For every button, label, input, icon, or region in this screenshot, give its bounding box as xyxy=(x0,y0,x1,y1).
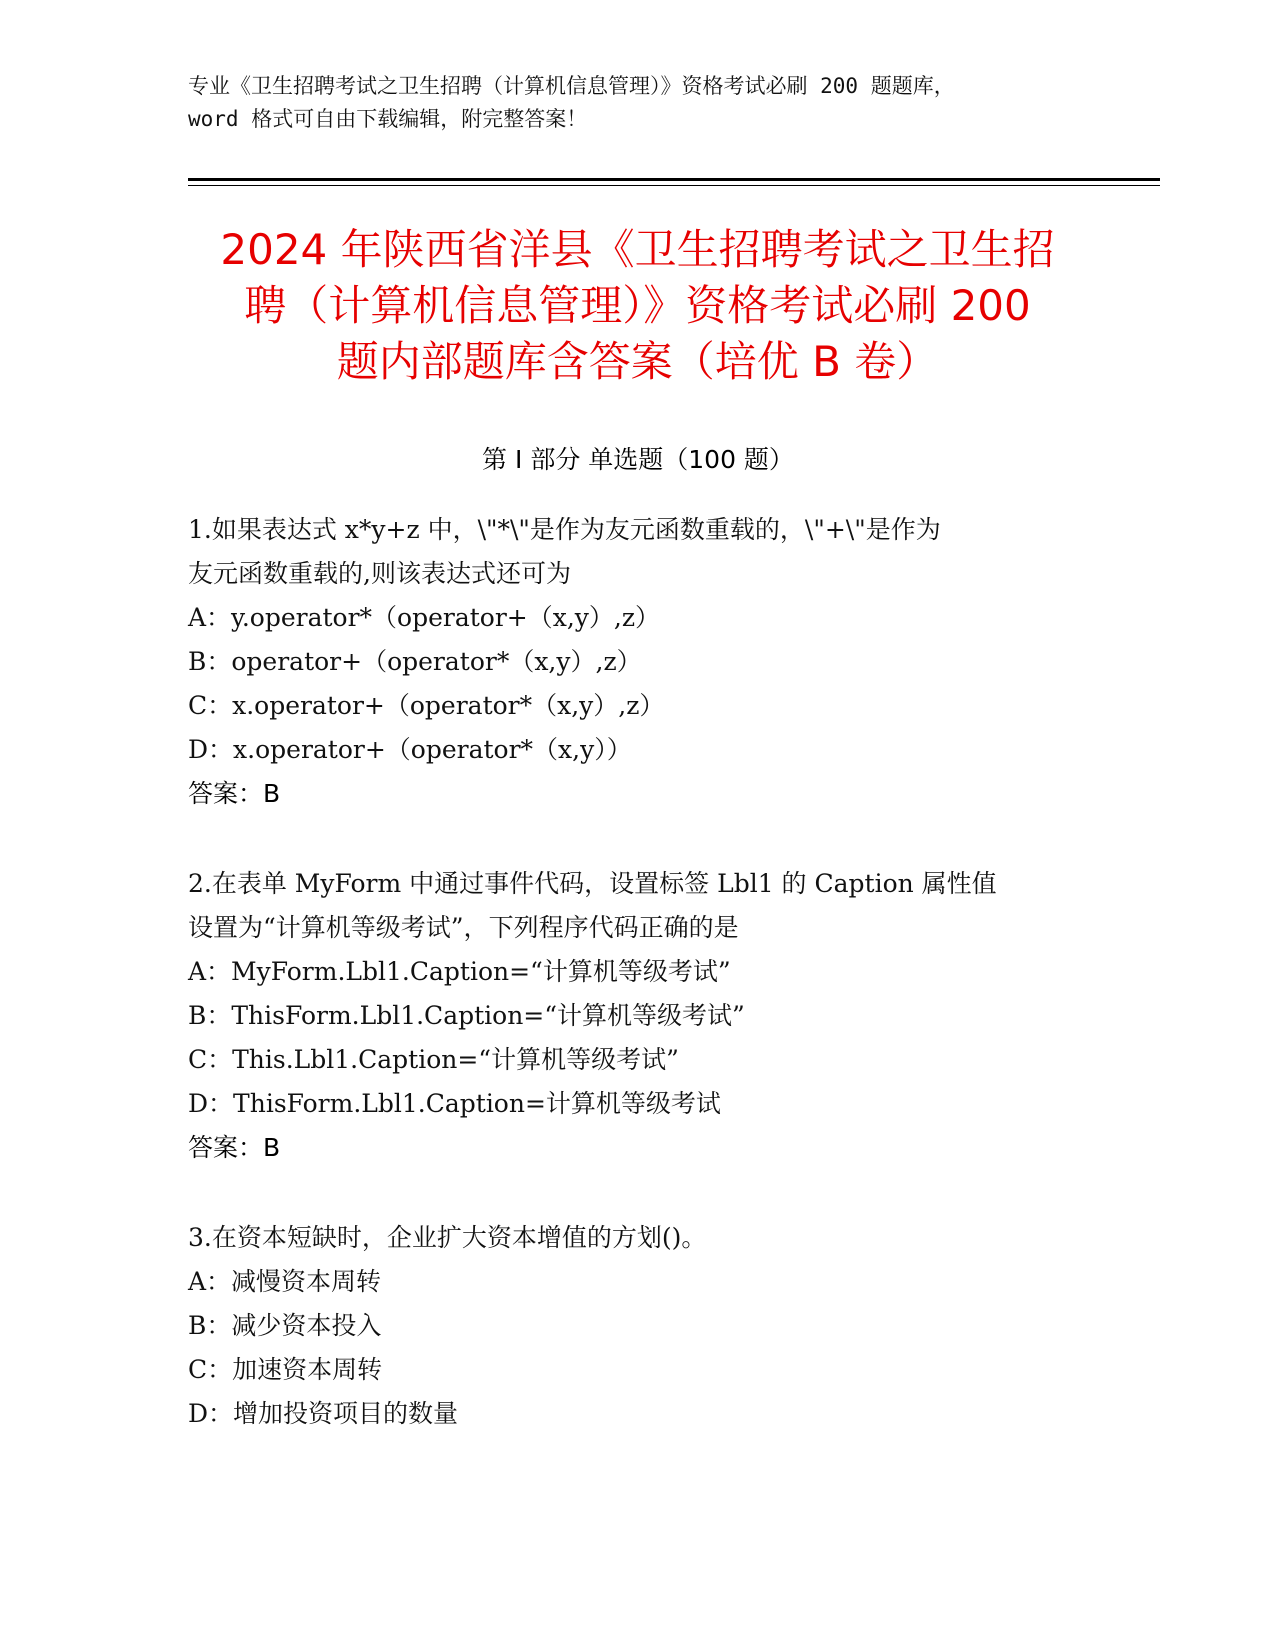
document-title-line-3: 题内部题库含答案（培优 B 卷） xyxy=(336,337,939,386)
section-title: 第 I 部分 单选题（100 题） xyxy=(482,445,794,474)
question-1-stem-line-1: 1.如果表达式 x*y+z 中，\"*\"是作为友元函数重载的，\"+\"是作为 xyxy=(188,515,941,544)
question-2-stem-line-2: 设置为“计算机等级考试”，下列程序代码正确的是 xyxy=(188,913,739,942)
document-title-line-1: 2024 年陕西省洋县《卫生招聘考试之卫生招 xyxy=(220,225,1055,274)
question-1-option-c: C：x.operator+（operator*（x,y）,z） xyxy=(188,691,665,720)
document-title-line-2: 聘（计算机信息管理）》资格考试必刷 200 xyxy=(244,281,1031,330)
question-2-option-b: B：ThisForm.Lbl1.Caption=“计算机等级考试” xyxy=(188,1001,745,1030)
question-3-option-b: B：减少资本投入 xyxy=(188,1311,382,1340)
question-2-answer: 答案：B xyxy=(188,1133,281,1162)
question-2-option-c: C：This.Lbl1.Caption=“计算机等级考试” xyxy=(188,1045,679,1074)
question-3-option-d: D：增加投资项目的数量 xyxy=(188,1399,459,1428)
header-note xyxy=(188,70,1088,136)
question-2-stem-line-1: 2.在表单 MyForm 中通过事件代码，设置标签 Lbl1 的 Caption 属性值 xyxy=(188,869,997,898)
header-note-line-1: 专业《卫生招聘考试之卫生招聘（计算机信息管理）》资格考试必刷 200 题题库， xyxy=(188,74,955,98)
document-title xyxy=(160,222,1115,390)
question-1-option-b: B：operator+（operator*（x,y）,z） xyxy=(188,647,642,676)
question-3-option-c: C：加速资本周转 xyxy=(188,1355,383,1384)
header-divider-thick xyxy=(188,178,1160,181)
question-2-option-d: D：ThisForm.Lbl1.Caption=计算机等级考试 xyxy=(188,1089,721,1118)
question-1-stem-line-2: 友元函数重载的,则该表达式还可为 xyxy=(188,559,571,588)
header-divider-thin xyxy=(188,185,1160,186)
question-1-option-a: A：y.operator*（operator+（x,y）,z） xyxy=(188,603,661,632)
question-3-option-a: A：减慢资本周转 xyxy=(188,1267,382,1296)
question-1-option-d: D：x.operator+（operator*（x,y）） xyxy=(188,735,632,764)
question-3-stem-line-1: 3.在资本短缺时，企业扩大资本增值的方划()。 xyxy=(188,1223,707,1252)
question-2-option-a: A：MyForm.Lbl1.Caption=“计算机等级考试” xyxy=(188,957,731,986)
header-note-line-2: word 格式可自由下载编辑，附完整答案！ xyxy=(188,107,588,131)
question-1-answer: 答案：B xyxy=(188,779,281,808)
